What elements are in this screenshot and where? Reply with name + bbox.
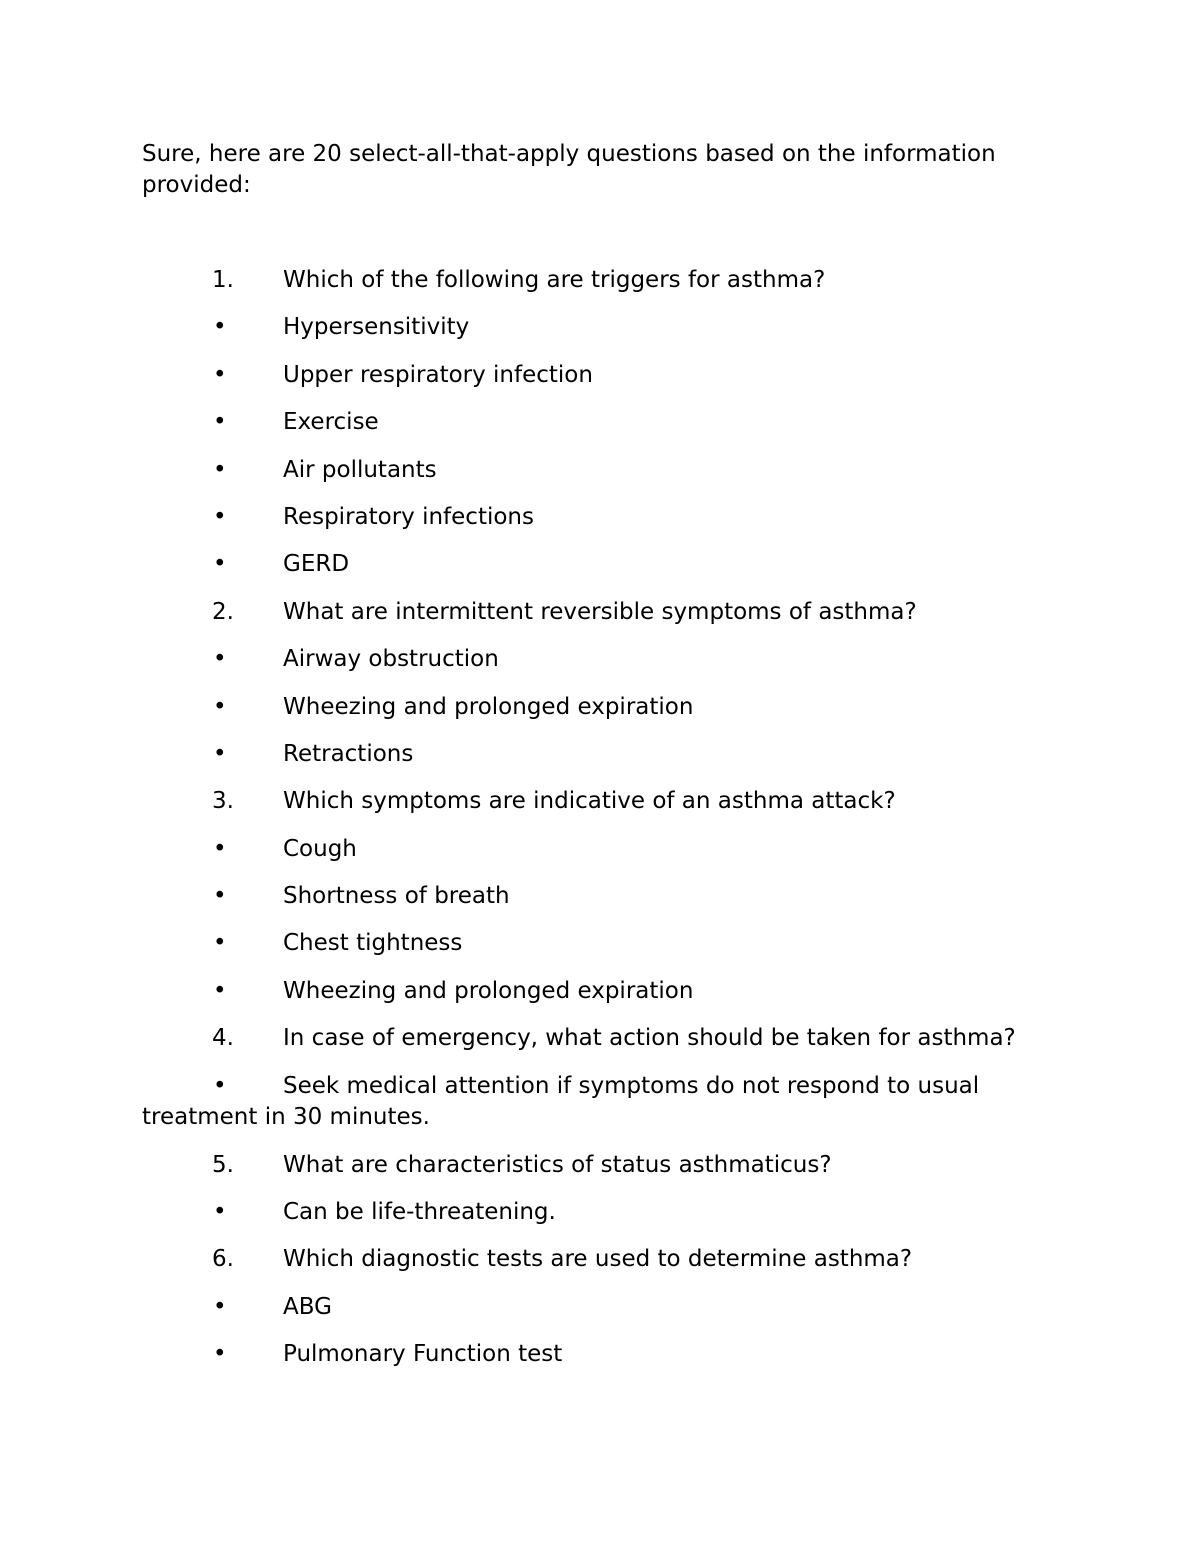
question-text: Which of the following are triggers for asthma?: [283, 267, 826, 293]
question-number: 4.: [212, 1025, 234, 1052]
option-text: ABG: [283, 1293, 332, 1320]
bullet-icon: •: [213, 551, 227, 578]
list-item: [0, 549, 1200, 596]
list-item: [0, 1150, 1200, 1197]
list-item: [0, 976, 1200, 1023]
bullet-icon: •: [213, 1341, 227, 1368]
list-item: [0, 360, 1200, 407]
bullet-icon: •: [213, 314, 227, 341]
bullet-icon: •: [213, 503, 227, 530]
list-item: [0, 739, 1200, 786]
list-item: [0, 1292, 1200, 1339]
bullet-icon: •: [213, 930, 227, 957]
question-list: [0, 265, 1200, 1387]
option-text: Cough: [283, 835, 357, 862]
list-item: [0, 455, 1200, 502]
list-item: [0, 644, 1200, 691]
list-item: [0, 1339, 1200, 1386]
bullet-icon: •: [213, 361, 227, 388]
bullet-icon: •: [213, 1072, 227, 1099]
option-text: Wheezing and prolonged expiration: [283, 977, 694, 1004]
question-number: 5.: [212, 1151, 234, 1178]
question-number: 2.: [212, 598, 234, 625]
option-text: Seek medical attention if symptoms do not respond to usual treatment in 30 minutes.: [142, 1072, 980, 1130]
question-text: Which symptoms are indicative of an asthma attack?: [283, 788, 896, 815]
question-text: In case of emergency, what action should be taken for asthma?: [283, 1025, 1016, 1052]
option-text: GERD: [283, 551, 350, 578]
option-text: Respiratory infections: [283, 503, 534, 530]
option-text: Chest tightness: [283, 930, 463, 957]
question-text: Which diagnostic tests are used to determine asthma?: [283, 1246, 913, 1273]
bullet-icon: •: [213, 693, 227, 720]
option-text: Can be life-threatening.: [283, 1199, 556, 1226]
bullet-icon: •: [213, 977, 227, 1004]
bullet-icon: •: [213, 409, 227, 436]
intro-paragraph: Sure, here are 20 select-all-that-apply questions based on the information provided:: [142, 141, 996, 198]
list-item: [0, 1244, 1200, 1291]
question-number: 6.: [212, 1246, 234, 1273]
option-text: Hypersensitivity: [283, 314, 470, 341]
list-item: [0, 881, 1200, 928]
option-text: Pulmonary Function test: [283, 1341, 563, 1368]
option-text: Wheezing and prolonged expiration: [283, 693, 694, 720]
bullet-icon: •: [213, 1293, 227, 1320]
list-item: [0, 786, 1200, 833]
option-text: Airway obstruction: [283, 646, 499, 673]
list-item: [0, 502, 1200, 549]
option-text: Exercise: [283, 409, 379, 436]
list-item: [0, 928, 1200, 975]
bullet-icon: •: [213, 740, 227, 767]
list-item: [0, 1071, 1200, 1150]
option-text: Air pollutants: [283, 456, 437, 483]
question-number: 1.: [212, 267, 234, 293]
option-text: Retractions: [283, 740, 414, 767]
bullet-icon: •: [213, 883, 227, 910]
list-item: [0, 834, 1200, 881]
list-item: [0, 692, 1200, 739]
option-text: Shortness of breath: [283, 883, 510, 910]
list-item: [0, 265, 1200, 312]
list-item: [0, 407, 1200, 454]
question-text: What are intermittent reversible symptoms of asthma?: [283, 598, 917, 625]
bullet-icon: •: [213, 1199, 227, 1226]
list-item: [0, 312, 1200, 359]
bullet-icon: •: [213, 456, 227, 483]
list-item: [0, 1197, 1200, 1244]
question-number: 3.: [212, 788, 234, 815]
option-text: Upper respiratory infection: [283, 361, 593, 388]
bullet-icon: •: [213, 835, 227, 862]
bullet-icon: •: [213, 646, 227, 673]
list-item: [0, 1023, 1200, 1070]
question-text: What are characteristics of status asthmaticus?: [283, 1151, 832, 1178]
list-item: [0, 597, 1200, 644]
